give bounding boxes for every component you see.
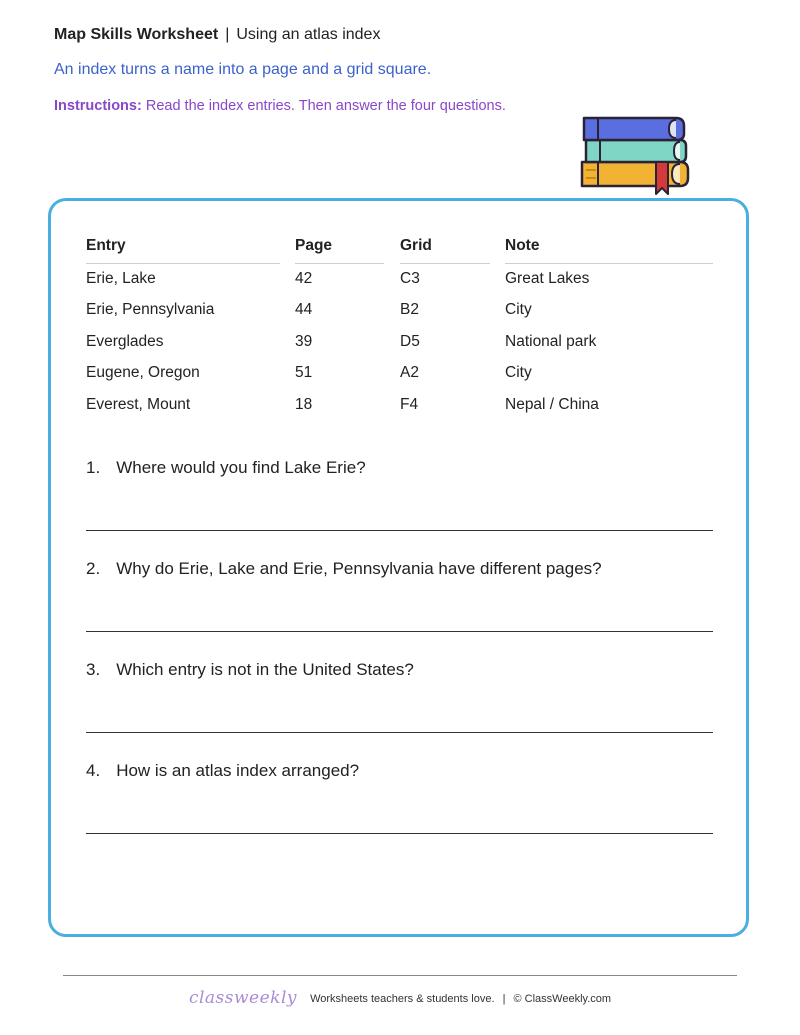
question-number: 3. [86, 660, 101, 679]
stack-of-books-icon [576, 112, 696, 198]
cell-grid: B2 [400, 301, 419, 318]
worksheet-topic: Using an atlas index [236, 26, 381, 43]
table-header-note: Note [505, 237, 540, 254]
question-number: 4. [86, 761, 101, 780]
question-3 [86, 660, 414, 680]
question-number: 1. [86, 458, 101, 477]
footer [0, 988, 800, 1008]
cell-entry: Erie, Pennsylvania [86, 301, 215, 318]
worksheet-title: Map Skills Worksheet [54, 26, 219, 43]
cell-entry: Erie, Lake [86, 270, 156, 287]
brand-logo: classweekly [188, 988, 297, 1008]
worksheet-header [54, 26, 380, 44]
question-text: Which entry is not in the United States? [116, 660, 414, 679]
cell-entry: Eugene, Oregon [86, 364, 200, 381]
question-1 [86, 458, 366, 478]
header-underline [505, 263, 713, 264]
question-number: 2. [86, 559, 101, 578]
question-text: Where would you find Lake Erie? [116, 458, 366, 477]
table-header-grid: Grid [400, 237, 432, 254]
footer-divider [63, 975, 737, 976]
footer-copyright: © ClassWeekly.com [513, 993, 612, 1005]
worksheet-subtitle: An index turns a name into a page and a grid square. [54, 61, 432, 78]
cell-grid: D5 [400, 333, 420, 350]
cell-page: 39 [295, 333, 313, 350]
cell-note: Nepal / China [505, 396, 599, 413]
cell-note: Great Lakes [505, 270, 590, 287]
footer-tagline: Worksheets teachers & students love. [310, 993, 495, 1005]
header-underline [295, 263, 384, 264]
cell-page: 44 [295, 301, 313, 318]
question-text: Why do Erie, Lake and Erie, Pennsylvania have different pages? [116, 559, 602, 578]
answer-line-4[interactable] [86, 833, 713, 834]
header-underline [400, 263, 490, 264]
instructions-label: Instructions: [54, 98, 142, 114]
cell-page: 42 [295, 270, 313, 287]
header-separator: | [225, 26, 230, 43]
table-header-entry: Entry [86, 237, 126, 254]
question-2 [86, 559, 602, 579]
instructions-text: Read the index entries. Then answer the four questions. [145, 98, 506, 114]
cell-entry: Everest, Mount [86, 396, 191, 413]
cell-note: National park [505, 333, 597, 350]
answer-line-2[interactable] [86, 631, 713, 632]
cell-grid: F4 [400, 396, 419, 413]
instructions [54, 98, 506, 114]
cell-entry: Everglades [86, 333, 164, 350]
cell-note: City [505, 301, 532, 318]
table-header-page: Page [295, 237, 333, 254]
header-underline [86, 263, 280, 264]
question-text: How is an atlas index arranged? [116, 761, 360, 780]
cell-page: 18 [295, 396, 313, 413]
cell-grid: A2 [400, 364, 419, 381]
question-4 [86, 761, 359, 781]
cell-grid: C3 [400, 270, 420, 287]
answer-line-3[interactable] [86, 732, 713, 733]
cell-page: 51 [295, 364, 313, 381]
cell-note: City [505, 364, 532, 381]
answer-line-1[interactable] [86, 530, 713, 531]
footer-separator: | [502, 993, 506, 1005]
